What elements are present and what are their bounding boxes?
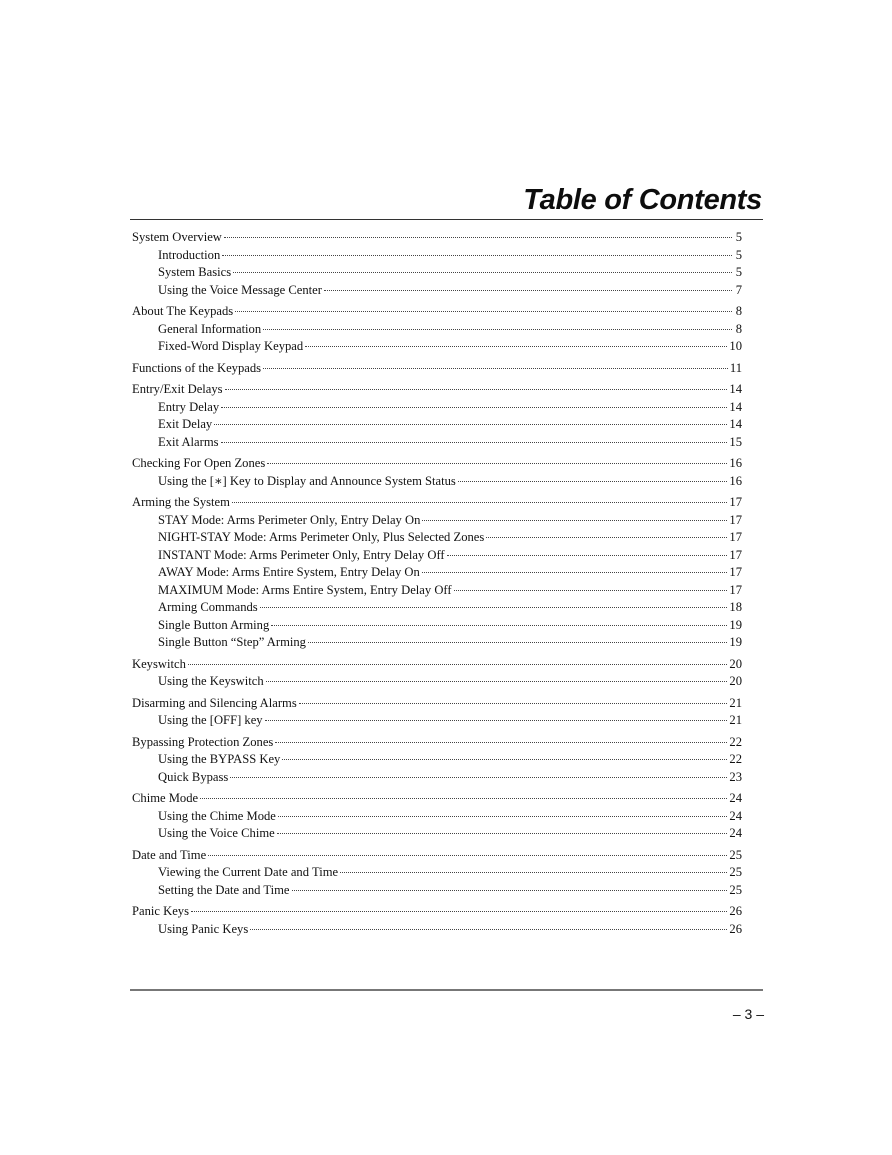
toc-subsection-entry[interactable] xyxy=(132,399,742,417)
toc-entry-title: Single Button “Step” Arming xyxy=(158,635,306,649)
toc-section-entry[interactable] xyxy=(132,790,742,808)
toc-subsection-entry[interactable] xyxy=(132,264,742,282)
toc-entry-page-number: 14 xyxy=(729,399,742,414)
dot-leader xyxy=(191,911,727,912)
toc-section-entry[interactable] xyxy=(132,903,742,921)
toc-entry-title: Entry/Exit Delays xyxy=(132,382,223,396)
dot-leader xyxy=(275,742,727,743)
toc-entry-page-number: 26 xyxy=(729,921,742,936)
toc-subsection-entry[interactable] xyxy=(132,512,742,530)
toc-subsection-entry[interactable] xyxy=(132,416,742,434)
toc-entry-page-number: 19 xyxy=(729,617,742,632)
toc-entry-title: NIGHT-STAY Mode: Arms Perimeter Only, Plus Selected Zones xyxy=(158,530,485,544)
toc-entry-page-number: 25 xyxy=(729,865,742,879)
toc-entry-title: MAXIMUM Mode: Arms Entire System, Entry Delay Off xyxy=(158,582,452,597)
toc-entry-page-number: 7 xyxy=(735,282,742,297)
toc-entry-page-number: 20 xyxy=(729,674,742,688)
toc-entry-page-number: 8 xyxy=(735,321,742,336)
dot-leader xyxy=(225,389,728,390)
toc-entry-title: Introduction xyxy=(158,247,221,262)
dot-leader xyxy=(324,290,732,291)
toc-entry-page-number: 22 xyxy=(729,734,742,749)
toc-entry-title: Fixed-Word Display Keypad xyxy=(158,339,304,353)
toc-entry-page-number: 25 xyxy=(729,882,742,897)
toc-entry-page-number: 24 xyxy=(729,791,742,805)
toc-subsection-entry[interactable] xyxy=(132,864,742,882)
dot-leader xyxy=(214,424,727,425)
toc-entry-page-number: 21 xyxy=(729,713,742,727)
toc-subsection-entry[interactable] xyxy=(132,673,742,691)
toc-entry-page-number: 17 xyxy=(729,547,742,562)
toc-entry-page-number: 16 xyxy=(729,456,742,470)
toc-entry-page-number: 21 xyxy=(729,695,742,710)
title-rule xyxy=(130,219,763,220)
dot-leader xyxy=(265,720,728,721)
dot-leader xyxy=(305,346,727,347)
toc-entry-title: Exit Delay xyxy=(158,417,213,431)
toc-subsection-entry[interactable] xyxy=(132,599,742,617)
toc-entry-title: System Basics xyxy=(158,265,232,279)
toc-entry-title: Using the Voice Message Center xyxy=(158,282,322,297)
toc-section-entry[interactable] xyxy=(132,847,742,865)
dot-leader xyxy=(222,255,732,256)
toc-subsection-entry[interactable] xyxy=(132,825,742,843)
toc-section-entry[interactable] xyxy=(132,734,742,752)
dot-leader xyxy=(266,681,728,682)
toc-section-entry[interactable] xyxy=(132,381,742,399)
toc-entry-title: Using the [∗] Key to Display and Announce System Status xyxy=(158,473,456,488)
dot-leader xyxy=(282,759,727,760)
toc-entry-title: Quick Bypass xyxy=(158,769,229,784)
toc-section xyxy=(132,381,742,451)
dot-leader xyxy=(235,311,732,312)
toc-entry-page-number: 18 xyxy=(729,600,742,614)
dot-leader xyxy=(267,463,727,464)
page-number: – 3 – xyxy=(732,1006,764,1022)
toc-section-entry[interactable] xyxy=(132,455,742,473)
toc-section xyxy=(132,734,742,787)
toc-entry-title: STAY Mode: Arms Perimeter Only, Entry Delay On xyxy=(158,512,421,527)
dot-leader xyxy=(224,237,732,238)
toc-entry-page-number: 17 xyxy=(729,582,742,597)
page-title: Table of Contents xyxy=(523,184,762,216)
toc-entry-title: Keyswitch xyxy=(132,656,186,671)
toc-subsection-entry[interactable] xyxy=(132,321,742,339)
toc-section xyxy=(132,656,742,691)
toc-subsection-entry[interactable] xyxy=(132,338,742,356)
toc-entry-page-number: 10 xyxy=(729,339,742,353)
dot-leader xyxy=(299,703,728,704)
dot-leader xyxy=(340,872,727,873)
toc-section-entry[interactable] xyxy=(132,303,742,321)
toc-subsection-entry[interactable] xyxy=(132,282,742,300)
toc-entry-page-number: 17 xyxy=(729,512,742,527)
dot-leader xyxy=(454,590,728,591)
toc-subsection-entry[interactable] xyxy=(132,434,742,452)
toc-entry-title: Viewing the Current Date and Time xyxy=(158,865,339,879)
toc-entry-page-number: 17 xyxy=(729,495,742,509)
dot-leader xyxy=(221,442,728,443)
toc-section-entry[interactable] xyxy=(132,360,742,378)
toc-section xyxy=(132,455,742,490)
toc-entry-title: AWAY Mode: Arms Entire System, Entry Delay On xyxy=(158,565,420,579)
dot-leader xyxy=(221,407,727,408)
toc-subsection-entry[interactable] xyxy=(132,529,742,547)
toc-entry-title: Using the Chime Mode xyxy=(158,808,276,823)
dot-leader xyxy=(250,929,727,930)
toc-entry-title: Chime Mode xyxy=(132,791,199,805)
toc-entry-page-number: 5 xyxy=(735,230,742,244)
toc-entry-page-number: 11 xyxy=(729,360,742,375)
toc-entry-title: System Overview xyxy=(132,230,222,244)
toc-section xyxy=(132,790,742,843)
dot-leader xyxy=(277,833,728,834)
toc-section-entry[interactable] xyxy=(132,494,742,512)
toc-entry-page-number: 23 xyxy=(729,769,742,784)
toc-section xyxy=(132,695,742,730)
toc-entry-title: General Information xyxy=(158,321,262,336)
toc-section xyxy=(132,903,742,938)
toc-subsection-entry[interactable] xyxy=(132,634,742,652)
toc-subsection-entry[interactable] xyxy=(132,617,742,635)
toc-subsection-entry[interactable] xyxy=(132,769,742,787)
toc-entry-page-number: 14 xyxy=(729,417,742,431)
dot-leader xyxy=(486,537,727,538)
toc-entry-title: Using the [OFF] key xyxy=(158,713,263,727)
toc-entry-title: Setting the Date and Time xyxy=(158,882,290,897)
toc-entry-title: INSTANT Mode: Arms Perimeter Only, Entry Delay Off xyxy=(158,547,445,562)
toc-entry-page-number: 15 xyxy=(729,434,742,449)
dot-leader xyxy=(422,520,727,521)
footer-rule xyxy=(130,989,763,991)
toc-entry-title: Exit Alarms xyxy=(158,434,219,449)
toc-entry-title: Arming Commands xyxy=(158,600,258,614)
toc-entry-page-number: 24 xyxy=(729,826,742,840)
toc-entry-title: About The Keypads xyxy=(132,304,234,318)
toc-entry-page-number: 26 xyxy=(729,904,742,918)
toc-section-entry[interactable] xyxy=(132,695,742,713)
toc-entry-title: Date and Time xyxy=(132,847,207,862)
toc-entry-page-number: 25 xyxy=(729,847,742,862)
dot-leader xyxy=(422,572,728,573)
toc-entry-title: Functions of the Keypads xyxy=(132,360,262,375)
toc-section-entry[interactable] xyxy=(132,656,742,674)
dot-leader xyxy=(188,664,728,665)
toc-section xyxy=(132,229,742,299)
dot-leader xyxy=(260,607,728,608)
toc-entry-title: Using Panic Keys xyxy=(158,921,249,936)
dot-leader xyxy=(308,642,727,643)
dot-leader xyxy=(230,777,727,778)
toc-subsection-entry[interactable] xyxy=(132,473,742,491)
toc-entry-page-number: 16 xyxy=(729,473,742,488)
toc-section-entry[interactable] xyxy=(132,229,742,247)
dot-leader xyxy=(458,481,728,482)
toc-subsection-entry[interactable] xyxy=(132,751,742,769)
toc-subsection-entry[interactable] xyxy=(132,582,742,600)
toc-entry-page-number: 24 xyxy=(729,808,742,823)
toc-entry-title: Entry Delay xyxy=(158,399,220,414)
toc-entry-page-number: 20 xyxy=(729,656,742,671)
toc-entry-title: Arming the System xyxy=(132,495,230,509)
toc-entry-page-number: 17 xyxy=(729,565,742,579)
toc-entry-page-number: 8 xyxy=(735,304,742,318)
toc-section xyxy=(132,303,742,356)
dot-leader xyxy=(447,555,728,556)
toc-entry-title: Disarming and Silencing Alarms xyxy=(132,695,297,710)
toc-subsection-entry[interactable] xyxy=(132,882,742,900)
toc-subsection-entry[interactable] xyxy=(132,247,742,265)
toc-entry-title: Using the BYPASS Key xyxy=(158,752,281,766)
toc-subsection-entry[interactable] xyxy=(132,564,742,582)
toc-entry-page-number: 5 xyxy=(735,247,742,262)
toc-entry-title: Using the Voice Chime xyxy=(158,826,275,840)
toc-subsection-entry[interactable] xyxy=(132,547,742,565)
dot-leader xyxy=(263,368,728,369)
toc-entry-page-number: 17 xyxy=(729,530,742,544)
toc-section xyxy=(132,360,742,378)
toc-subsection-entry[interactable] xyxy=(132,921,742,939)
dot-leader xyxy=(263,329,732,330)
toc-subsection-entry[interactable] xyxy=(132,808,742,826)
toc-entry-page-number: 22 xyxy=(729,752,742,766)
toc-section xyxy=(132,847,742,900)
dot-leader xyxy=(233,272,732,273)
toc-entry-title: Checking For Open Zones xyxy=(132,456,266,470)
toc-entry-title: Bypassing Protection Zones xyxy=(132,734,274,749)
table-of-contents xyxy=(132,229,742,942)
toc-entry-page-number: 5 xyxy=(735,265,742,279)
toc-entry-title: Using the Keyswitch xyxy=(158,674,264,688)
toc-entry-page-number: 19 xyxy=(729,635,742,649)
dot-leader xyxy=(271,625,727,626)
dot-leader xyxy=(200,798,727,799)
toc-section xyxy=(132,494,742,652)
toc-entry-title: Panic Keys xyxy=(132,904,190,918)
toc-entry-page-number: 14 xyxy=(729,382,742,396)
dot-leader xyxy=(278,816,728,817)
dot-leader xyxy=(208,855,727,856)
dot-leader xyxy=(292,890,728,891)
toc-subsection-entry[interactable] xyxy=(132,712,742,730)
toc-entry-title: Single Button Arming xyxy=(158,617,270,632)
dot-leader xyxy=(232,502,727,503)
